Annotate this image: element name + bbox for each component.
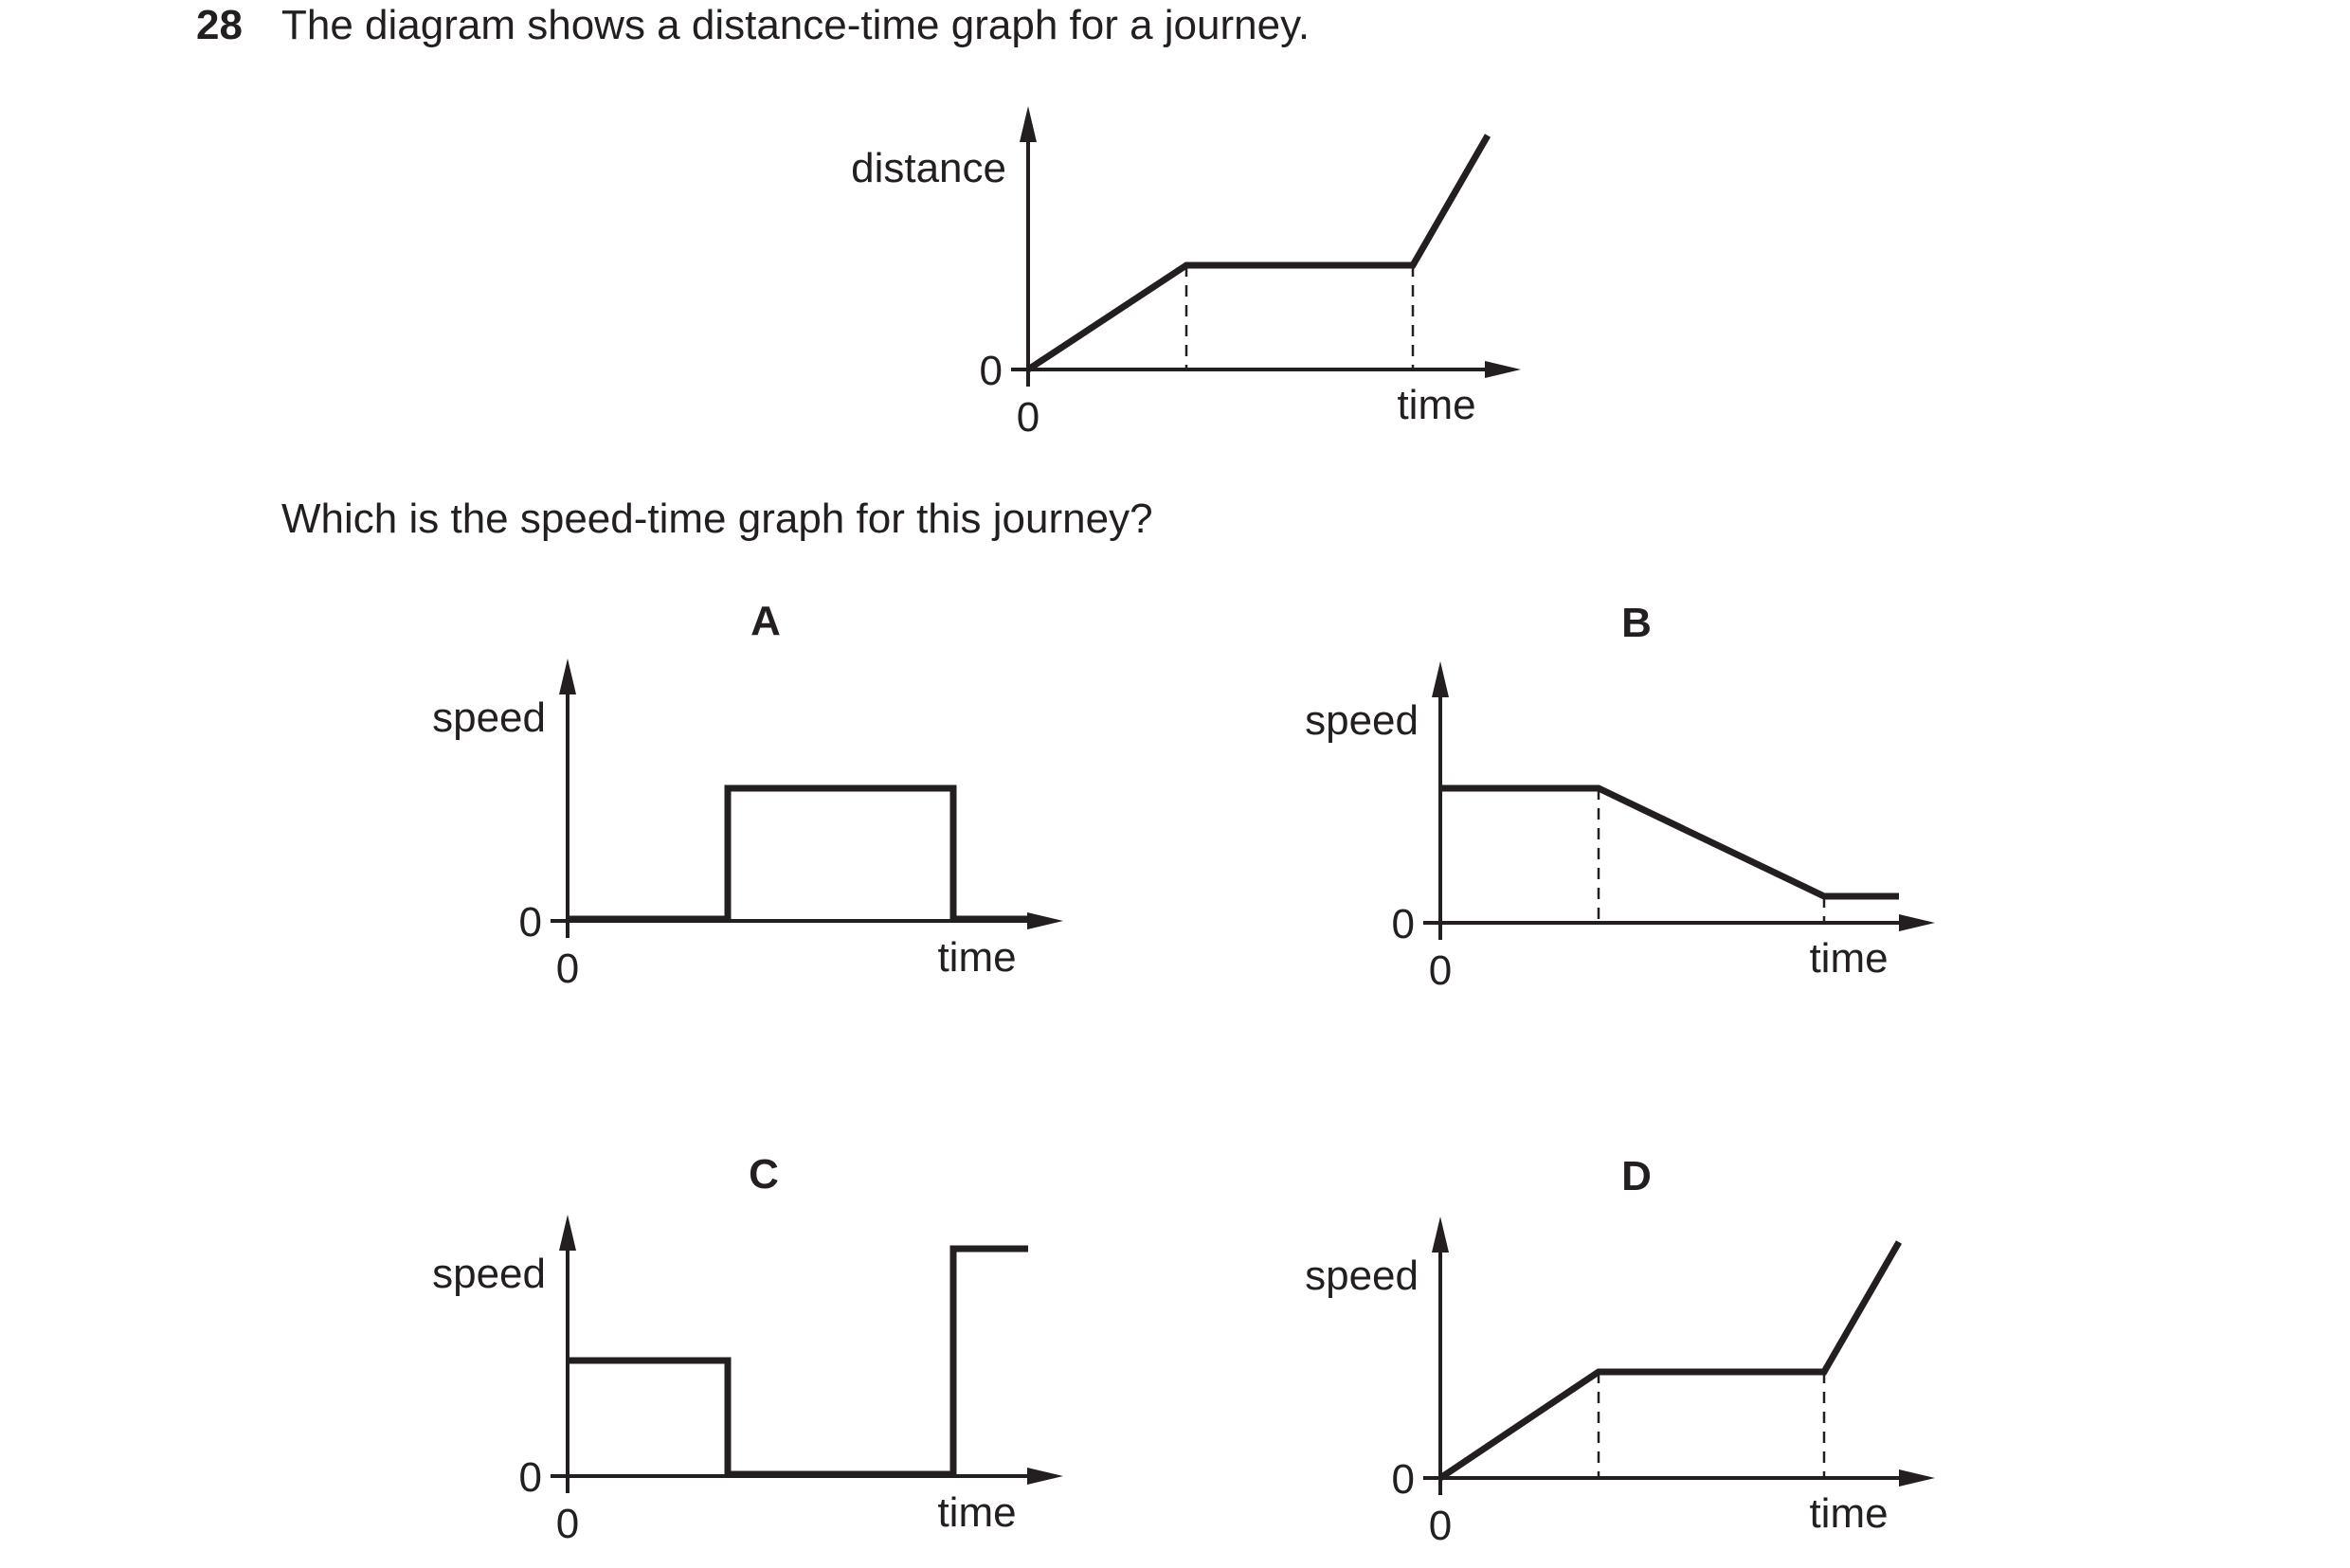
d-x-label: time (1809, 1490, 1889, 1537)
c-y-label: speed (432, 1251, 546, 1297)
d-y-arrowhead (1432, 1217, 1449, 1253)
question-number: 28 (196, 2, 243, 48)
c-x-arrowhead (1027, 1468, 1063, 1485)
b-x-label: time (1809, 935, 1889, 982)
d-x-zero: 0 (1428, 1503, 1453, 1549)
c-y-arrowhead (559, 1215, 576, 1251)
question-prompt: Which is the speed-time graph for this journey? (281, 496, 1153, 542)
main-y-arrowhead (1020, 106, 1037, 142)
main-distance-line (1028, 135, 1488, 369)
c-x-zero: 0 (555, 1501, 580, 1547)
d-x-arrowhead (1899, 1469, 1935, 1487)
main-x-arrowhead (1485, 361, 1521, 378)
a-y-zero: 0 (518, 899, 542, 946)
a-speed-line (568, 788, 1035, 919)
main-x-zero: 0 (1016, 394, 1040, 441)
main-x-label: time (1397, 382, 1476, 428)
b-y-label: speed (1305, 697, 1419, 744)
question-text: The diagram shows a distance-time graph for a journey. (281, 2, 1311, 48)
b-y-arrowhead (1432, 661, 1449, 697)
option-a-letter: A (750, 598, 781, 644)
option-b-graph (1305, 600, 1935, 994)
c-y-zero: 0 (518, 1454, 542, 1501)
c-x-label: time (937, 1489, 1017, 1536)
option-b-letter: B (1621, 600, 1652, 646)
b-y-zero: 0 (1391, 901, 1415, 947)
b-speed-line (1440, 788, 1899, 896)
distance-time-graph (851, 106, 1521, 441)
b-x-zero: 0 (1428, 947, 1453, 994)
d-speed-line (1440, 1242, 1899, 1478)
option-d-graph (1305, 1153, 1935, 1549)
option-c-letter: C (749, 1151, 779, 1198)
a-y-label: speed (432, 694, 546, 741)
b-x-arrowhead (1899, 914, 1935, 931)
a-x-zero: 0 (555, 946, 580, 992)
option-a-graph (432, 598, 1063, 992)
main-y-zero: 0 (979, 348, 1003, 394)
d-y-label: speed (1305, 1253, 1419, 1299)
d-y-zero: 0 (1391, 1456, 1415, 1503)
a-x-label: time (937, 934, 1017, 981)
main-y-label: distance (851, 145, 1006, 191)
option-c-graph (432, 1151, 1063, 1547)
c-speed-line (568, 1249, 1028, 1474)
a-y-arrowhead (559, 658, 576, 694)
option-d-letter: D (1621, 1153, 1652, 1199)
